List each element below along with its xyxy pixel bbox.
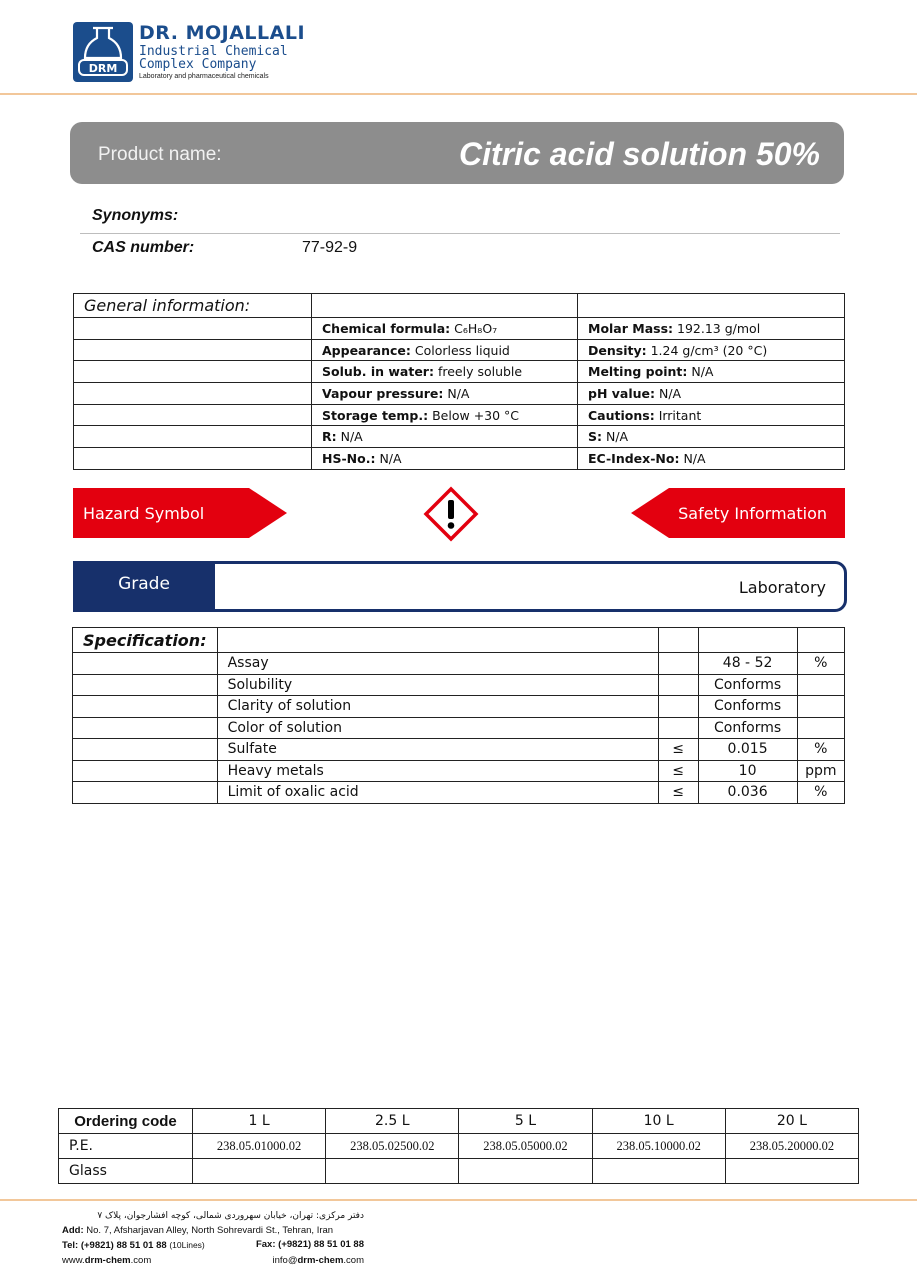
order-code: 238.05.01000.02 <box>193 1134 326 1159</box>
ordering-code-table <box>58 1108 859 1184</box>
ordering-code-header: Ordering code <box>59 1109 193 1134</box>
spec-value: Conforms <box>698 674 797 696</box>
general-cell: Melting point: N/A <box>578 361 845 383</box>
general-info-table <box>73 293 845 470</box>
general-cell: HS-No.: N/A <box>312 448 578 470</box>
table-row <box>74 339 845 361</box>
table-row <box>74 361 845 383</box>
spec-unit: % <box>797 782 844 804</box>
spec-unit <box>797 717 844 739</box>
company-line-2: Complex Company <box>139 57 257 72</box>
table-row <box>74 318 845 340</box>
exclamation-hazard-icon <box>423 486 479 542</box>
specification-table <box>72 627 845 804</box>
address-persian: دفتر مرکزی: تهران، خیابان سهروردی شمالی، کوچه افشارجوان، پلاک ۷ <box>97 1211 364 1221</box>
spec-operator <box>658 717 698 739</box>
logo-letters: DRM <box>88 62 118 75</box>
order-code <box>193 1159 326 1184</box>
spec-name: Clarity of solution <box>217 696 658 718</box>
general-cell: S: N/A <box>578 426 845 448</box>
general-cell: Chemical formula: C₆H₈O₇ <box>312 318 578 340</box>
table-row <box>73 696 845 718</box>
spec-name: Color of solution <box>217 717 658 739</box>
table-row <box>73 653 845 675</box>
flask-logo-icon <box>73 22 133 82</box>
table-row <box>73 628 845 653</box>
size-header: 10 L <box>592 1109 725 1134</box>
safety-information-banner <box>631 488 845 538</box>
table-row <box>59 1134 859 1159</box>
web-email-line <box>62 1254 364 1269</box>
specification-header: Specification: <box>73 628 218 653</box>
table-row <box>74 404 845 426</box>
product-name-label: Product name: <box>98 144 222 165</box>
grade-label-box <box>73 561 215 612</box>
table-row <box>73 739 845 761</box>
spec-value: 0.036 <box>698 782 797 804</box>
company-name-block <box>139 24 305 80</box>
table-row <box>73 782 845 804</box>
grade-label: Grade <box>118 574 170 594</box>
general-cell: Solub. in water: freely soluble <box>312 361 578 383</box>
spec-operator <box>658 696 698 718</box>
general-cell: R: N/A <box>312 426 578 448</box>
address-english: Add: No. 7, Afsharjavan Alley, North Sohrevardi St., Tehran, Iran <box>62 1224 334 1236</box>
header-divider <box>0 93 917 95</box>
company-line-1: Industrial Chemical <box>139 44 288 59</box>
order-code: 238.05.05000.02 <box>459 1134 592 1159</box>
company-logo <box>73 22 133 82</box>
spec-unit <box>797 696 844 718</box>
spec-unit <box>797 674 844 696</box>
order-code: 238.05.02500.02 <box>326 1134 459 1159</box>
general-cell: EC-Index-No: N/A <box>578 448 845 470</box>
spec-operator: ≤ <box>658 760 698 782</box>
product-banner <box>70 122 844 184</box>
spec-unit: % <box>797 739 844 761</box>
cas-number-value: 77-92-9 <box>302 239 358 256</box>
spec-name: Solubility <box>217 674 658 696</box>
spec-operator <box>658 674 698 696</box>
grade-value: Laboratory <box>738 578 826 597</box>
general-info-header: General information: <box>74 294 312 318</box>
table-row <box>59 1109 859 1134</box>
spec-operator: ≤ <box>658 782 698 804</box>
grade-bar <box>73 561 847 612</box>
footer-contact <box>62 1209 364 1268</box>
spec-value: 10 <box>698 760 797 782</box>
table-row <box>73 674 845 696</box>
spec-name: Limit of oxalic acid <box>217 782 658 804</box>
company-name: DR. MOJALLALI <box>139 22 306 44</box>
table-row <box>74 383 845 405</box>
table-row <box>73 760 845 782</box>
fax: Fax: (+9821) 88 51 01 88 <box>255 1239 364 1250</box>
size-header: 1 L <box>193 1109 326 1134</box>
order-code: 238.05.10000.02 <box>592 1134 725 1159</box>
order-code <box>592 1159 725 1184</box>
spec-name: Heavy metals <box>217 760 658 782</box>
order-code <box>725 1159 858 1184</box>
hazard-symbol-label: Hazard Symbol <box>83 504 205 523</box>
spec-unit: ppm <box>797 760 844 782</box>
table-row <box>74 426 845 448</box>
company-tagline: Laboratory and pharmaceutical chemicals <box>139 73 269 80</box>
general-cell: Vapour pressure: N/A <box>312 383 578 405</box>
synonyms-label: Synonyms: <box>92 207 179 224</box>
spec-operator: ≤ <box>658 739 698 761</box>
spec-operator <box>658 653 698 675</box>
table-row <box>74 294 845 318</box>
size-header: 5 L <box>459 1109 592 1134</box>
general-cell: Storage temp.: Below +30 °C <box>312 404 578 426</box>
safety-information-label: Safety Information <box>678 504 827 523</box>
spec-unit: % <box>797 653 844 675</box>
order-code <box>459 1159 592 1184</box>
general-cell: Cautions: Irritant <box>578 404 845 426</box>
synonyms-divider <box>80 233 840 234</box>
spec-value: Conforms <box>698 717 797 739</box>
general-cell: Molar Mass: 192.13 g/mol <box>578 318 845 340</box>
general-cell: pH value: N/A <box>578 383 845 405</box>
product-name: Citric acid solution 50% <box>459 136 820 172</box>
size-header: 20 L <box>725 1109 858 1134</box>
cas-number-label: CAS number: <box>92 239 195 256</box>
spec-value: Conforms <box>698 696 797 718</box>
email-link[interactable]: info@drm-chem.com <box>272 1254 364 1266</box>
hazard-symbol-banner <box>73 488 287 538</box>
table-row <box>73 717 845 739</box>
website-link[interactable]: www.drm-chem.com <box>62 1254 152 1266</box>
general-cell: Appearance: Colorless liquid <box>312 339 578 361</box>
table-row <box>74 448 845 470</box>
telephone: Tel: (+9821) 88 51 01 88 (10Lines) <box>62 1240 205 1251</box>
phone-fax-line <box>62 1238 364 1254</box>
table-row <box>59 1159 859 1184</box>
general-cell: Density: 1.24 g/cm³ (20 °C) <box>578 339 845 361</box>
packaging-label: P.E. <box>59 1134 193 1159</box>
spec-name: Assay <box>217 653 658 675</box>
spec-value: 48 - 52 <box>698 653 797 675</box>
packaging-label: Glass <box>59 1159 193 1184</box>
order-code: 238.05.20000.02 <box>725 1134 858 1159</box>
spec-name: Sulfate <box>217 739 658 761</box>
spec-value: 0.015 <box>698 739 797 761</box>
size-header: 2.5 L <box>326 1109 459 1134</box>
footer-divider <box>0 1199 917 1201</box>
order-code <box>326 1159 459 1184</box>
company-header <box>73 22 305 82</box>
